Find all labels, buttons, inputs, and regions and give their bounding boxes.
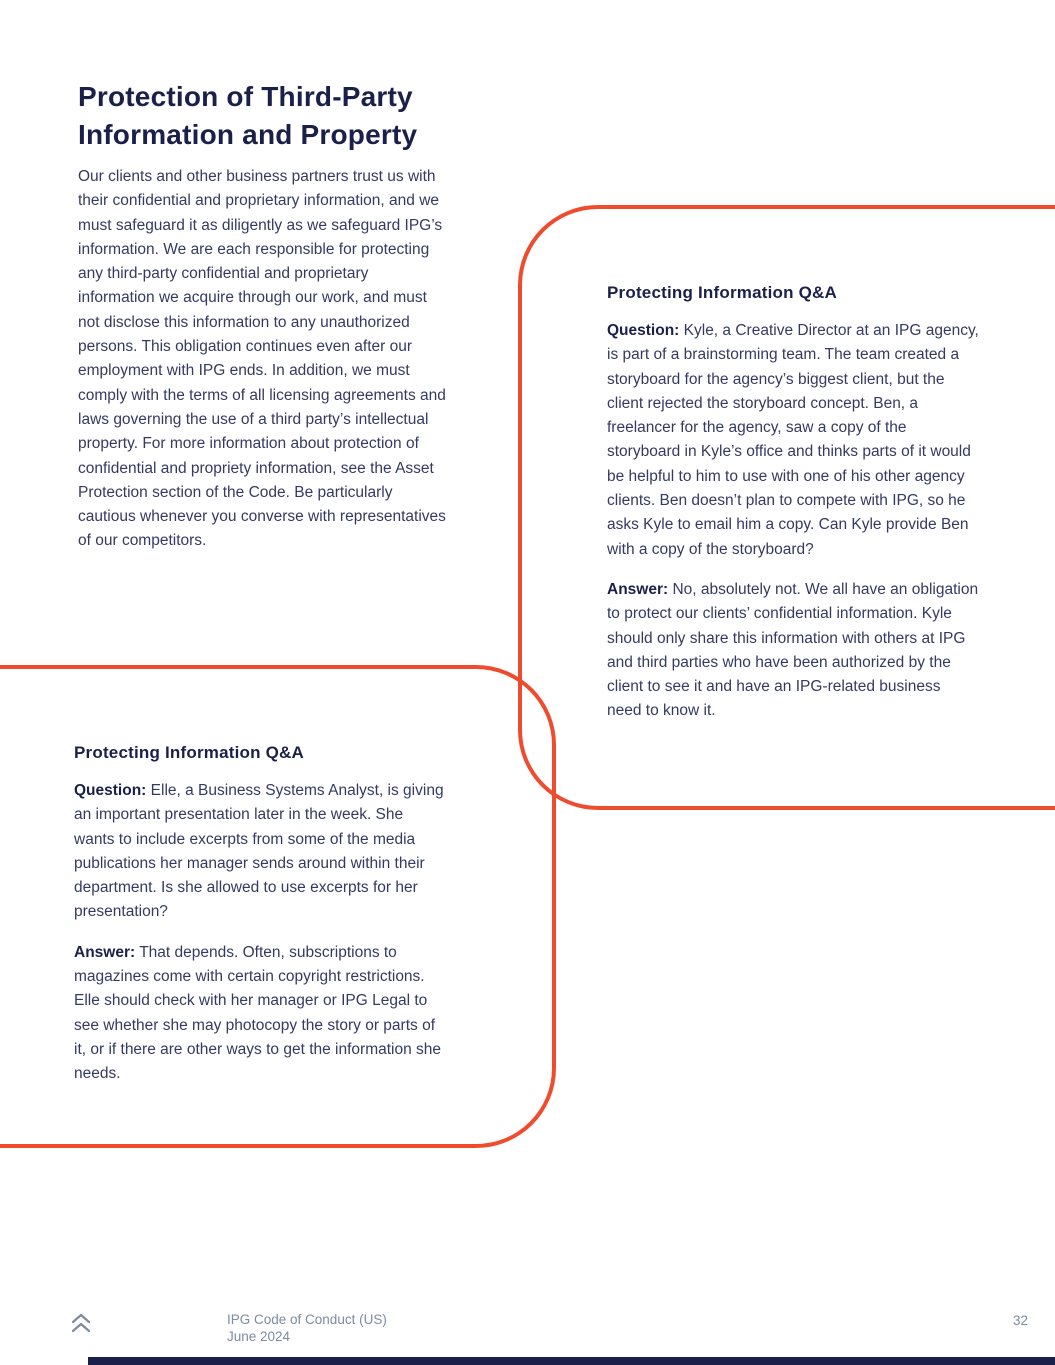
qa-heading: Protecting Information Q&A xyxy=(607,283,837,302)
footer-doc-date: June 2024 xyxy=(227,1329,291,1344)
qa-question xyxy=(607,319,979,562)
answer-label: Answer: xyxy=(74,943,136,961)
page-title xyxy=(78,78,417,154)
qa-box-right xyxy=(518,205,1055,810)
answer-text: That depends. Often, subscriptions to magazines come with certain copyright restrictions. Elle should check with her manager or IPG Legal to see whether she may photocopy the story or parts of it, or if there are other ways to get the information she needs. xyxy=(74,943,442,1083)
page-number: 32 xyxy=(1012,1313,1028,1328)
question-text: Elle, a Business Systems Analyst, is giving an important presentation later in the week. She wants to include excerpts from some of the media publications her manager sends around within their department. Is she allowed to use excerpts for her presentation? xyxy=(74,782,444,921)
footer-document-info xyxy=(227,1311,387,1345)
footer-doc-title: IPG Code of Conduct (US) xyxy=(227,1312,387,1327)
qa-box-right-content xyxy=(607,283,979,724)
question-label: Question: xyxy=(74,782,147,799)
page-title-line-1: Protection of Third-Party xyxy=(78,81,413,112)
qa-question xyxy=(74,779,446,925)
bottom-edge-bar xyxy=(88,1357,1055,1365)
qa-box-left-content xyxy=(74,743,446,1087)
qa-answer xyxy=(607,578,979,724)
intro-paragraph: Our clients and other business partners trust us with their confidential and proprietary information, and we must safeguard it as diligently as we safeguard IPG’s information. We are each responsible for protecting any third-party confidential and proprietary information we acquire through our work, and must not disclose this information to any unauthorized persons. This obligation continues even after our employment with IPG ends. In addition, we must comply with the terms of all licensing agreements and laws governing the use of a third party’s intellectual property. For more information about protection of confidential and propriety information, see the Asset Protection section of the Code. Be particularly cautious whenever you converse with representatives of our competitors. xyxy=(78,168,446,550)
answer-label: Answer: xyxy=(607,580,669,598)
qa-heading: Protecting Information Q&A xyxy=(74,743,304,762)
page-title-line-2: Information and Property xyxy=(78,119,418,150)
chevrons-up-icon xyxy=(68,1311,94,1335)
back-to-top-button[interactable] xyxy=(64,1306,98,1340)
question-text: Kyle, a Creative Director at an IPG agency, is part of a brainstorming team. The team created a storyboard for the agency’s biggest client, but the client rejected the storyboard concept. Ben, a freelancer for the agency, saw a copy of the storyboard in Kyle’s office and thinks parts of it would be helpful to him to use with one of his other agency clients. Ben doesn’t plan to compete with IPG, so he asks Kyle to email him a copy. Can Kyle provide Ben with a copy of the storyboard? xyxy=(607,322,979,558)
qa-box-left xyxy=(0,665,556,1148)
question-label: Question: xyxy=(607,322,680,339)
qa-answer xyxy=(74,941,446,1087)
answer-text: No, absolutely not. We all have an obligation to protect our clients’ confidential information. Kyle should only share this information with others at IPG and third parties who have been authorized by the client to see it and have an IPG-related business need to know it. xyxy=(607,580,979,720)
